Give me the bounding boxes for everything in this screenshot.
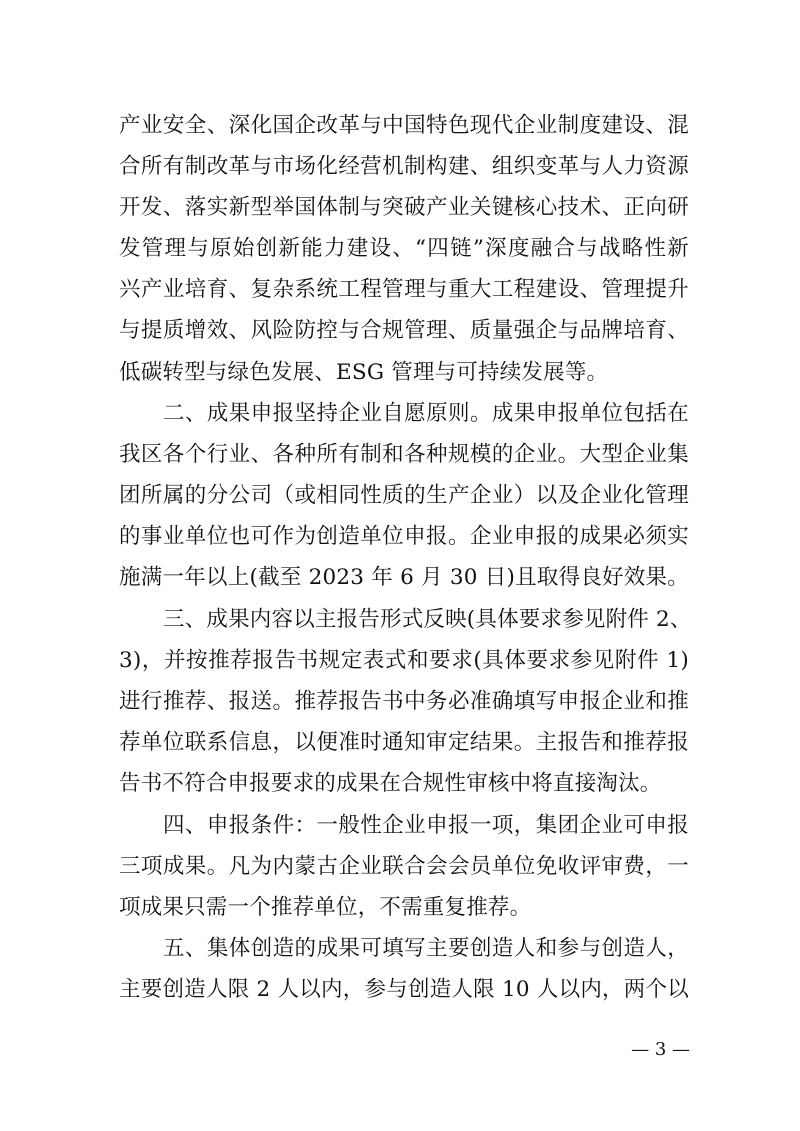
paragraph-5-first-line: 五、集体创造的成果可填写主要创造人和参与创造人， bbox=[163, 936, 689, 961]
body-text-line: 项成果只需一个推荐单位，不需重复推荐。 bbox=[119, 895, 532, 920]
body-text-line: 主要创造人限 2 人以内，参与创造人限 10 人以内，两个以 bbox=[119, 977, 689, 1002]
page-number: — 3 — bbox=[631, 1039, 690, 1060]
body-text-line: 的事业单位也可作为创造单位申报。企业申报的成果必须实 bbox=[119, 524, 689, 549]
body-text-line: 兴产业培育、复杂系统工程管理与重大工程建设、管理提升 bbox=[119, 277, 689, 302]
body-text-line: 告书不符合申报要求的成果在合规性审核中将直接淘汰。 bbox=[119, 771, 662, 796]
body-text-line: 产业安全、深化国企改革与中国特色现代企业制度建设、混 bbox=[119, 113, 689, 138]
body-text-line: 三项成果。凡为内蒙古企业联合会会员单位免收评审费，一 bbox=[119, 854, 689, 879]
body-text-line: 合所有制改革与市场化经营机制构建、组织变革与人力资源 bbox=[119, 154, 689, 179]
body-text-line: 开发、落实新型举国体制与突破产业关键核心技术、正向研 bbox=[119, 195, 689, 220]
body-text-line: 进行推荐、报送。推荐报告书中务必准确填写申报企业和推 bbox=[119, 689, 689, 714]
body-text-line: 与提质增效、风险防控与合规管理、质量强企与品牌培育、 bbox=[119, 318, 689, 343]
body-text-line: 发管理与原始创新能力建设、“四链”深度融合与战略性新 bbox=[119, 236, 689, 261]
paragraph-2-first-line: 二、成果申报坚持企业自愿原则。成果申报单位包括在 bbox=[163, 401, 689, 426]
body-text-line: 团所属的分公司（或相同性质的生产企业）以及企业化管理 bbox=[119, 483, 689, 508]
body-text-line: 施满一年以上(截至 2023 年 6 月 30 日)且取得良好效果。 bbox=[119, 565, 689, 590]
body-text-line: 荐单位联系信息，以便准时通知审定结果。主报告和推荐报 bbox=[119, 730, 689, 755]
body-text-line: 我区各个行业、各种所有制和各种规模的企业。大型企业集 bbox=[119, 442, 689, 467]
body-text-line: 3)，并按推荐报告书规定表式和要求(具体要求参见附件 1) bbox=[119, 648, 689, 673]
body-text-line: 低碳转型与绿色发展、ESG 管理与可持续发展等。 bbox=[119, 360, 609, 385]
paragraph-3-first-line: 三、成果内容以主报告形式反映(具体要求参见附件 2、 bbox=[163, 607, 692, 632]
paragraph-4-first-line: 四、申报条件：一般性企业申报一项，集团企业可申报 bbox=[163, 813, 689, 838]
